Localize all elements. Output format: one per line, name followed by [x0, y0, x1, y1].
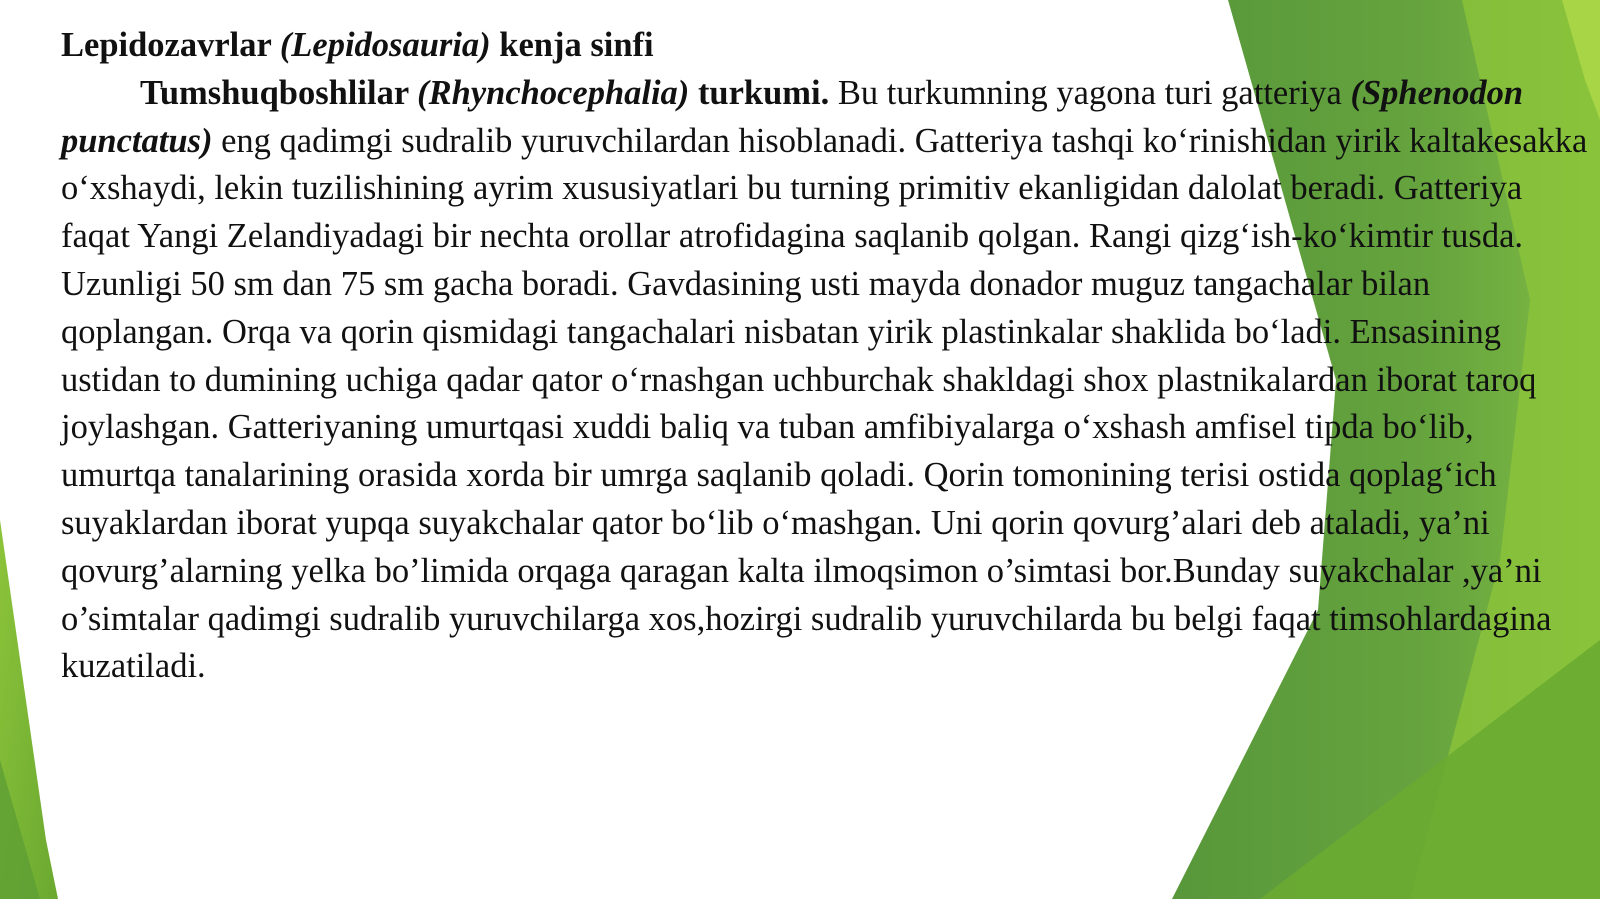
order-name: Tumshuqboshlilar: [140, 73, 418, 112]
heading-text-post: kenja sinfi: [490, 26, 654, 64]
heading-text-pre: Lepidozavrlar: [61, 26, 280, 64]
order-suffix: turkumi.: [689, 73, 830, 112]
order-latin-name: (Rhynchocephalia): [417, 73, 690, 112]
species-latin-name: (Sphenodon punctatus): [61, 73, 1524, 160]
paragraph-text-1: Bu turkumning yagona turi gatteriya: [829, 73, 1351, 112]
subclass-heading: [61, 22, 1591, 70]
heading-latin-name: (Lepidosauria): [279, 26, 491, 64]
main-paragraph: [61, 70, 1591, 691]
slide-text-body: [61, 22, 1591, 691]
paragraph-text-2: eng qadimgi sudralib yuruvchilardan hisoblanadi. Gatteriya tashqi ko‘rinishidan yirik kaltakesakka o‘xshaydi, lekin tuzilishining ayrim xususiyatlari bu turning primitiv ekanligidan dalolat beradi. Gatteriya faqat Yangi Zelandiyadagi bir nechta orollar atrofidagina saqlanib qolgan. Rangi qizg‘ish-ko‘kimtir tusda. Uzunligi 50 sm dan 75 sm gacha boradi. Gavdasining usti mayda donador muguz tangachalar bilan qoplangan. Orqa va qorin qismidagi tangachalari nisbatan yirik plastinkalar shaklida bo‘ladi. Ensasining ustidan to dumining uchiga qadar qator o‘rnashgan uchburchak shakldagi shox plastnikalardan iborat taroq joylashgan. Gatteriyaning umurtqasi xuddi baliq va tuban amfibiyalarga o‘xshash amfisel tipda bo‘lib, umurtqa tanalarining orasida xorda bir umrga saqlanib qoladi. Qorin tomonining terisi ostida qoplag‘ich suyaklardan iborat yupqa suyakchalar qator bo‘lib o‘mashgan. Uni qorin qovurg’alari deb ataladi, ya’ni qovurg’alarning yelka bo’limida orqaga qaragan kalta ilmoqsimon o’simtasi bor.Bunday suyakchalar ,ya’ni o’simtalar qadimgi sudralib yuruvchilarga xos,hozirgi sudralib yuruvchilarda bu belgi faqat timsohlardagina kuzatiladi.: [61, 121, 1588, 686]
